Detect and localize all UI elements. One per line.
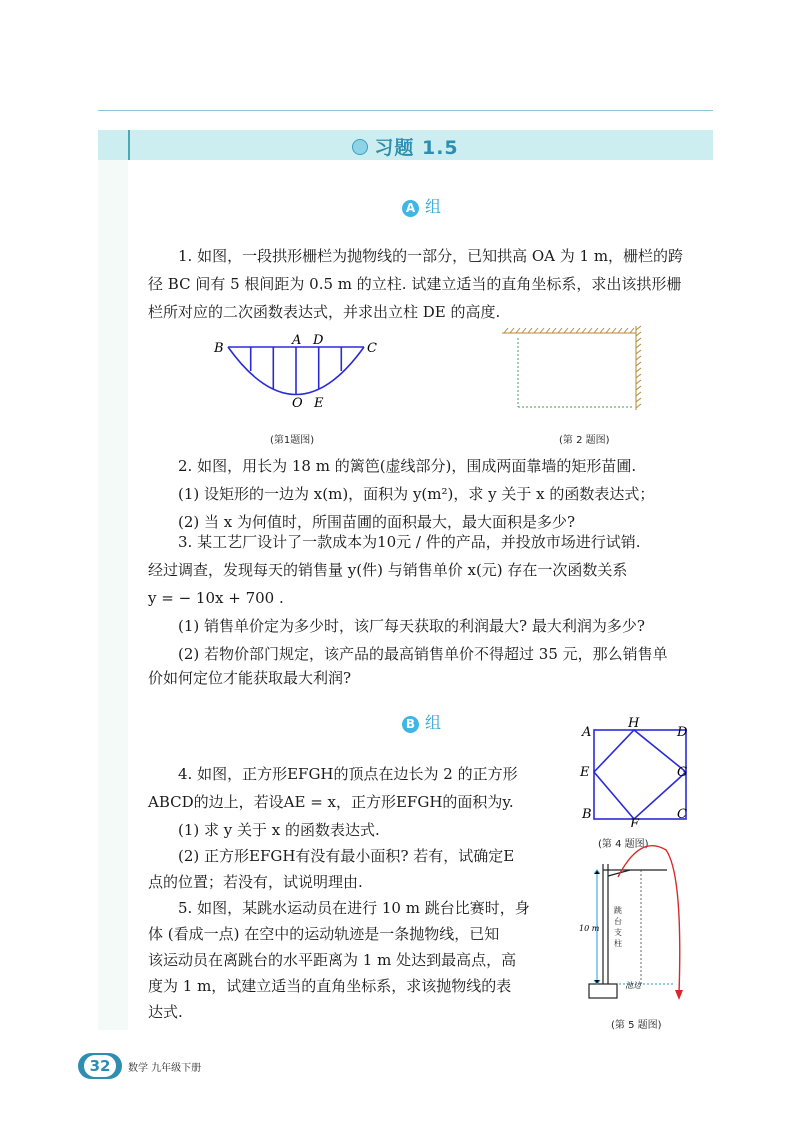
label-a: A xyxy=(292,333,302,348)
problem-3-line-3: y = − 10x + 700 . xyxy=(148,589,284,607)
page-number: 32 xyxy=(84,1055,117,1077)
problem-4-line-3: (1) 求 y 关于 x 的函数表达式. xyxy=(178,821,380,839)
section-header xyxy=(98,130,713,160)
problem-3-line-4: (1) 销售单价定为多少时，该厂每天获取的利润最大? 最大利润为多少? xyxy=(178,617,645,635)
problem-1-line-3: 栏所对应的二次函数表达式，并求出立柱 DE 的高度. xyxy=(148,303,501,321)
label-g: G xyxy=(677,765,688,780)
label-f: F xyxy=(630,817,640,827)
figure-2-caption: (第 2 题图) xyxy=(559,435,610,446)
problem-3-line-5: (2) 若物价部门规定，该产品的最高销售单价不得超过 35 元，那么销售单 xyxy=(178,645,668,663)
problem-1-line-2: 径 BC 间有 5 根间距为 0.5 m 的立柱. 试建立适当的直角坐标系，求出该拱形栅 xyxy=(148,275,682,293)
label-h: H xyxy=(628,716,640,731)
page-number-badge xyxy=(78,1053,122,1079)
label-e: E xyxy=(314,396,324,410)
height-label: 10 m xyxy=(579,924,600,933)
figure-1-caption: (第1题图) xyxy=(270,435,315,446)
label-c: C xyxy=(677,807,687,822)
problem-2-line-3: (2) 当 x 为何值时，所围苗圃的面积最大，最大面积是多少? xyxy=(178,513,576,531)
label-a: A xyxy=(582,725,592,740)
header-block xyxy=(98,130,130,160)
pool-label: 池边 xyxy=(625,981,641,990)
problem-5-line-2: 体 (看成一点) 在空中的运动轨迹是一条抛物线，已知 xyxy=(148,925,500,943)
label-d: D xyxy=(313,333,324,348)
figure-5-caption: (第 5 题图) xyxy=(611,1020,662,1031)
tower-label: 跳台支柱 xyxy=(614,906,622,948)
label-c: C xyxy=(367,341,377,356)
bulb-icon xyxy=(352,139,368,155)
label-b: B xyxy=(214,341,224,356)
figure-4 xyxy=(576,715,696,827)
book-title: 数学 九年级下册 xyxy=(128,1063,202,1074)
problem-4-line-4: (2) 正方形EFGH有没有最小面积? 若有，试确定E xyxy=(178,847,515,865)
label-b: B xyxy=(582,807,592,822)
figure-2 xyxy=(498,322,648,414)
problem-5-line-1: 5. 如图，某跳水运动员在进行 10 m 跳台比赛时，身 xyxy=(178,899,530,917)
problem-3-line-1: 3. 某工艺厂设计了一款成本为10元 / 件的产品，并投放市场进行试销. xyxy=(178,533,641,551)
problem-5-line-5: 达式. xyxy=(148,1003,183,1021)
problem-2-line-1: 2. 如图，用长为 18 m 的篱笆(虚线部分)，围成两面靠墙的矩形苗圃. xyxy=(178,457,637,475)
figure-1 xyxy=(210,330,390,410)
label-o: O xyxy=(292,396,303,410)
label-d: D xyxy=(677,725,688,740)
section-title: 习题 1.5 xyxy=(98,133,713,160)
problem-3-line-6: 价如何定位才能获取最大利润? xyxy=(148,669,352,687)
problem-4-line-1: 4. 如图，正方形EFGH的顶点在边长为 2 的正方形 xyxy=(178,765,518,783)
group-b-label: B 组 xyxy=(402,710,441,733)
top-rule xyxy=(98,110,713,111)
figure-5 xyxy=(575,832,690,1010)
problem-4-line-2: ABCD的边上，若设AE = x，正方形EFGH的面积为y. xyxy=(148,793,514,811)
problem-4-line-5: 点的位置；若没有，试说明理由. xyxy=(148,873,363,891)
figure-4-caption: (第 4 题图) xyxy=(598,839,649,850)
label-e: E xyxy=(580,765,590,780)
problem-1-line-1: 1. 如图，一段拱形栅栏为抛物线的一部分，已知拱高 OA 为 1 m，栅栏的跨 xyxy=(178,247,684,265)
problem-3-line-2: 经过调查，发现每天的销售量 y(件) 与销售单价 x(元) 存在一次函数关系 xyxy=(148,561,628,579)
problem-2-line-2: (1) 设矩形的一边为 x(m)，面积为 y(m²)，求 y 关于 x 的函数表达式； xyxy=(178,485,655,503)
left-margin-bar xyxy=(98,130,128,1030)
problem-5-line-4: 度为 1 m，试建立适当的直角坐标系，求该抛物线的表 xyxy=(148,977,512,995)
group-a-label: A 组 xyxy=(402,194,441,217)
problem-5-line-3: 该运动员在离跳台的水平距离为 1 m 处达到最高点，高 xyxy=(148,951,517,969)
